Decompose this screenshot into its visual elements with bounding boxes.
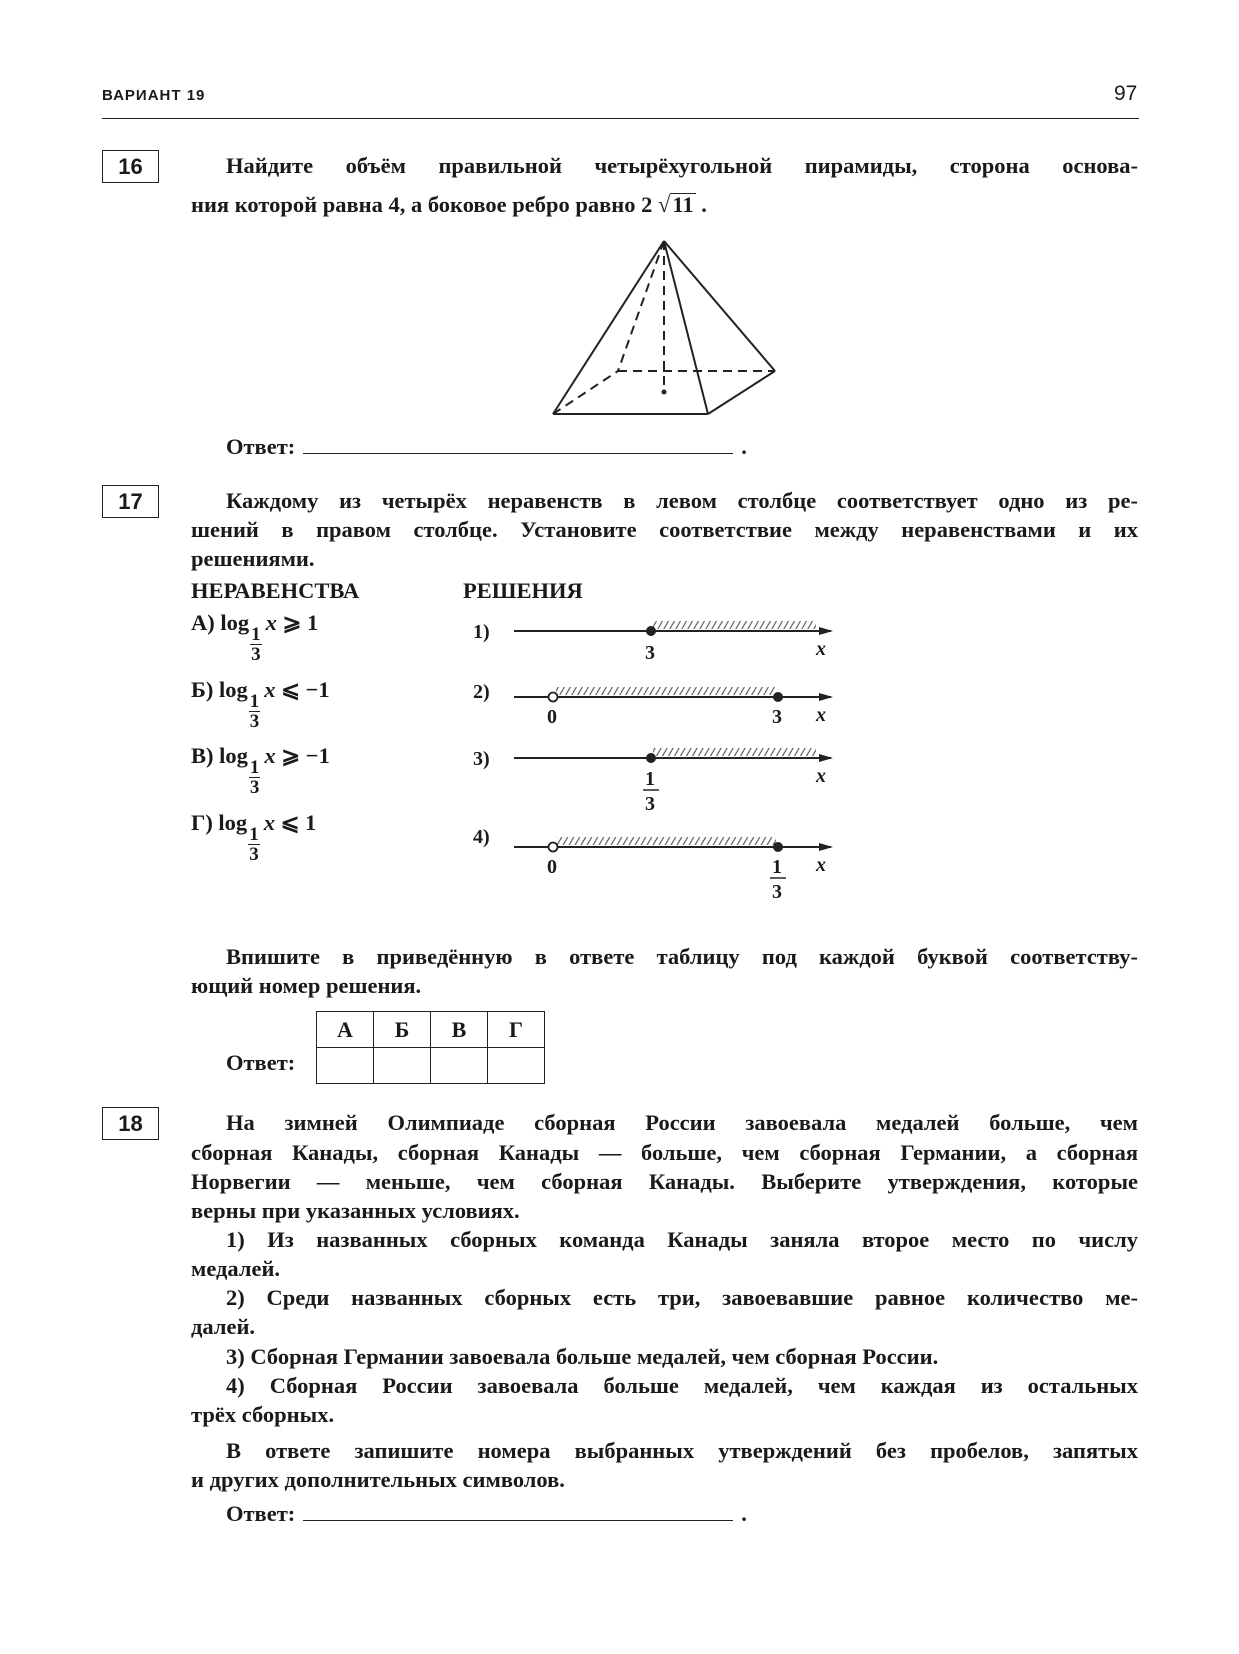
answer-cell-b[interactable] [374,1048,431,1084]
inequalities-heading: НЕРАВЕНСТВА [191,578,360,603]
answer-label: Ответ: [226,1501,296,1526]
base-numerator: 1 [249,757,260,778]
point-label: 3 [772,706,782,728]
task-18-answer [226,1501,747,1527]
inequality-label: Б) log [191,677,248,702]
closed-point [773,842,783,852]
statement-4: 4) Сборная России завоевала больше медалей, чем каждая из остальных [226,1373,1138,1398]
axis-label: x [816,854,826,876]
solutions-heading: РЕШЕНИЯ [463,578,583,603]
sqrt-radicand: 11 [672,192,694,217]
relation: ⩾ −1 [281,743,330,768]
base-denominator: 3 [249,844,259,865]
base-numerator: 1 [249,691,260,712]
axis-label: x [816,638,826,660]
variable: x [265,610,277,635]
answer-cell-a[interactable] [317,1048,374,1084]
task-18-instruction-line: В ответе запишите номера выбранных утверждений без пробелов, запятых [226,1438,1138,1463]
table-header-v: В [431,1012,488,1048]
task-17-text-line: решениями. [191,546,315,571]
point-label: 0 [547,856,557,878]
task-18-number: 18 [102,1107,159,1140]
hatched-region [653,748,816,756]
inequality-label: Г) log [191,810,248,835]
task-18-text-line: Норвегии — меньше, чем сборная Канады. Выберите утверждения, которые [191,1169,1138,1194]
point-numerator: 1 [645,768,655,790]
base-denominator: 3 [249,777,260,798]
running-header: ВАРИАНТ 19 [102,87,206,104]
point-numerator: 1 [772,856,782,878]
closed-point [646,626,656,636]
variable: x [263,810,275,835]
axis-label: x [816,704,826,726]
answer-label: Ответ: [226,434,296,459]
task-17-text-line: Каждому из четырёх неравенств в левом столбце соответствует одно из ре- [226,488,1138,513]
hatched-region [653,621,816,629]
variable: x [264,743,276,768]
inequality-label: В) log [191,743,248,768]
answer-cell-v[interactable] [431,1048,488,1084]
variable: x [264,677,276,702]
period: . [701,192,707,217]
statement-2-cont: далей. [191,1314,256,1339]
hatched-region [556,837,776,845]
period: . [741,434,747,459]
task-17-text-line: шений в правом столбце. Установите соответствие между неравенствами и их [191,517,1138,542]
page-number: 97 [1114,82,1138,105]
statement-2: 2) Среди названных сборных есть три, завоевавшие равное количество ме- [226,1285,1138,1310]
statement-3: 3) Сборная Германии завоевала больше медалей, чем сборная России. [226,1344,939,1369]
point-label: 3 [645,642,655,664]
relation: ⩾ 1 [282,610,319,635]
task-18-text-line: На зимней Олимпиаде сборная России завоевала медалей больше, чем [226,1110,1138,1135]
point-denominator: 3 [645,793,655,815]
table-header-g: Г [488,1012,545,1048]
task-17-instruction-line: Впишите в приведённую в ответе таблицу под каждой буквой соответству- [226,944,1138,969]
open-point [549,693,558,702]
task-18-text-line: верны при указанных условиях. [191,1198,520,1223]
statement-4-cont: трёх сборных. [191,1402,335,1427]
inequality-label: А) log [191,610,250,635]
open-point [549,843,558,852]
task-16-text-line: Найдите объём правильной четырёхугольной пирамиды, сторона основа- [226,153,1138,178]
relation: ⩽ 1 [280,810,317,835]
answer-field[interactable] [303,1502,733,1521]
base-denominator: 3 [249,711,260,732]
task-17-instruction-line: ющий номер решения. [191,973,422,998]
base-numerator: 1 [251,624,261,645]
answer-table [316,1011,545,1084]
answer-cell-g[interactable] [488,1048,545,1084]
hatched-region [556,687,776,695]
base-numerator: 1 [249,824,259,845]
base-denominator: 3 [251,644,261,665]
task-16-text: ния которой равна 4, а боковое ребро равно 2 [191,192,653,217]
closed-point [646,753,656,763]
answer-label: Ответ: [226,1050,296,1075]
relation: ⩽ −1 [281,677,330,702]
solution-label: 1) [473,621,490,643]
statement-1: 1) Из названных сборных команда Канады заняла второе место по числу [226,1227,1138,1252]
sqrt-expression: √11 [658,192,694,217]
solution-label: 2) [473,681,490,703]
axis-label: x [816,765,826,787]
task-18-text-line: сборная Канады, сборная Канады — больше, чем сборная Германии, а сборная [191,1140,1138,1165]
point-denominator: 3 [772,881,782,903]
table-header-b: Б [374,1012,431,1048]
point-label: 0 [547,706,557,728]
task-18-instruction-line: и других дополнительных символов. [191,1467,565,1492]
closed-point [773,692,783,702]
task-17-number: 17 [102,485,159,518]
solution-label: 4) [473,826,490,848]
statement-1-cont: медалей. [191,1256,281,1281]
period: . [741,1501,747,1526]
table-header-a: А [317,1012,374,1048]
solution-label: 3) [473,748,490,770]
task-16-number: 16 [102,150,159,183]
